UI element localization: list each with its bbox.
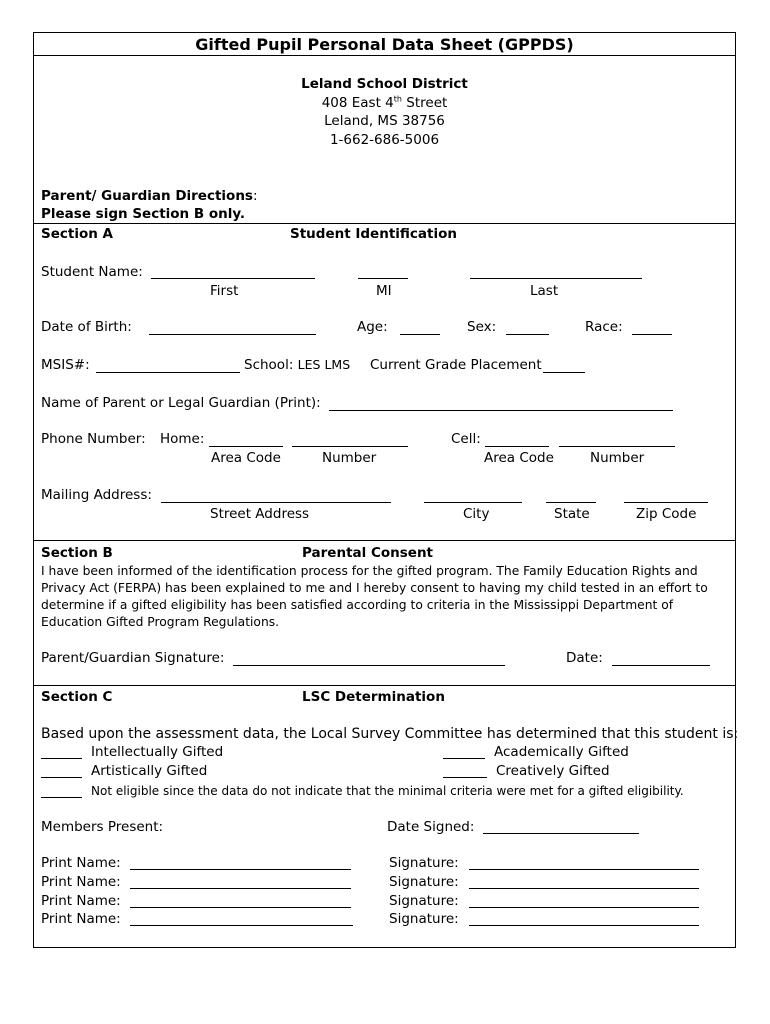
date-signed-label: Date Signed:	[387, 819, 475, 835]
section-c-label: Section C	[41, 689, 113, 705]
print-name-label-1: Print Name:	[41, 855, 121, 871]
guardian-signature-field[interactable]	[233, 665, 505, 666]
directions-instruction: Please sign Section B only.	[41, 206, 246, 222]
signature-field-3[interactable]	[469, 907, 699, 908]
student-first-name-field[interactable]	[151, 278, 315, 279]
zip-caption: Zip Code	[636, 506, 697, 522]
sex-field[interactable]	[506, 334, 549, 335]
guardian-signature-label: Parent/Guardian Signature:	[41, 650, 225, 666]
school-label: School: LES LMS	[244, 357, 351, 373]
gppds-form	[33, 32, 739, 948]
signature-field-4[interactable]	[469, 925, 699, 926]
print-name-label-2: Print Name:	[41, 874, 121, 890]
artistically-gifted-blank[interactable]	[41, 777, 82, 778]
section-b-label: Section B	[41, 545, 113, 561]
date-signed-field[interactable]	[483, 833, 639, 834]
grade-field[interactable]	[543, 372, 585, 373]
race-label: Race:	[585, 319, 623, 335]
cell-number-field[interactable]	[559, 446, 675, 447]
print-name-field-3[interactable]	[130, 907, 351, 908]
first-caption: First	[210, 283, 239, 299]
consent-date-label: Date:	[566, 650, 603, 666]
intellectually-gifted-label: Intellectually Gifted	[91, 744, 224, 760]
city-caption: City	[463, 506, 490, 522]
academically-gifted-label: Academically Gifted	[494, 744, 629, 760]
cell-area-code-field[interactable]	[485, 446, 549, 447]
district-street: 408 East 4th Street	[321, 94, 448, 111]
directions-divider	[34, 223, 735, 224]
phone-label: Phone Number:	[41, 431, 146, 447]
consent-date-field[interactable]	[612, 665, 710, 666]
msis-field[interactable]	[96, 372, 240, 373]
print-name-field-4[interactable]	[130, 925, 353, 926]
district-city: Leland, MS 38756	[324, 113, 445, 129]
print-name-field-1[interactable]	[130, 869, 351, 870]
not-eligible-label: Not eligible since the data do not indicate that the minimal criteria were met for a gifted eligibility.	[91, 784, 684, 798]
street-address-field[interactable]	[161, 502, 391, 503]
district-name: Leland School District	[301, 76, 468, 92]
mi-caption: MI	[376, 283, 392, 299]
cell-label: Cell:	[451, 431, 481, 447]
state-caption: State	[554, 506, 590, 522]
student-last-name-field[interactable]	[470, 278, 642, 279]
student-name-label: Student Name:	[41, 264, 143, 280]
section-b-divider	[34, 685, 735, 686]
home-label: Home:	[160, 431, 205, 447]
artistically-gifted-label: Artistically Gifted	[91, 763, 208, 779]
directions-label: Parent/ Guardian Directions:	[41, 188, 258, 204]
dob-label: Date of Birth:	[41, 319, 132, 335]
home-number-caption: Number	[322, 450, 377, 466]
academically-gifted-blank[interactable]	[443, 758, 485, 759]
section-a-heading: Student Identification	[290, 226, 457, 242]
form-title: Gifted Pupil Personal Data Sheet (GPPDS)	[195, 35, 574, 54]
guardian-name-label: Name of Parent or Legal Guardian (Print):	[41, 395, 321, 411]
dob-field[interactable]	[149, 334, 316, 335]
mailing-address-label: Mailing Address:	[41, 487, 152, 503]
cell-number-caption: Number	[590, 450, 645, 466]
zip-field[interactable]	[624, 502, 708, 503]
section-b-heading: Parental Consent	[302, 545, 434, 561]
home-number-field[interactable]	[292, 446, 408, 447]
guardian-name-field[interactable]	[329, 410, 673, 411]
sex-label: Sex:	[467, 319, 497, 335]
print-name-field-2[interactable]	[130, 888, 351, 889]
signature-label-2: Signature:	[389, 874, 459, 890]
school-options[interactable]: LES LMS	[297, 357, 351, 372]
section-a-label: Section A	[41, 226, 113, 242]
creatively-gifted-blank[interactable]	[443, 777, 487, 778]
age-label: Age:	[357, 319, 388, 335]
home-area-code-caption: Area Code	[211, 450, 281, 466]
home-area-code-field[interactable]	[209, 446, 283, 447]
print-name-label-3: Print Name:	[41, 893, 121, 909]
print-name-label-4: Print Name:	[41, 911, 121, 927]
msis-label: MSIS#:	[41, 357, 90, 373]
lsc-intro: Based upon the assessment data, the Local Survey Committee has determined that this student is:	[41, 726, 739, 742]
street-caption: Street Address	[210, 506, 310, 522]
last-caption: Last	[530, 283, 559, 299]
grade-label: Current Grade Placement	[370, 357, 542, 373]
consent-paragraph: I have been informed of the identification process for the gifted program. The Family Education Rights and Privacy Act (FERPA) has been explained to me and I hereby consent to having my child tested in an effort to determine if a gifted eligibility has been satisfied according to criteria in the Mississippi Department of Education Gifted Program Regulations.	[41, 564, 708, 629]
signature-label-1: Signature:	[389, 855, 459, 871]
student-mi-field[interactable]	[358, 278, 408, 279]
district-phone: 1-662-686-5006	[329, 132, 440, 148]
creatively-gifted-label: Creatively Gifted	[496, 763, 610, 779]
signature-field-1[interactable]	[469, 869, 699, 870]
not-eligible-blank[interactable]	[41, 797, 82, 798]
members-present-label: Members Present:	[41, 819, 164, 835]
title-divider	[34, 55, 735, 56]
signature-label-3: Signature:	[389, 893, 459, 909]
signature-label-4: Signature:	[389, 911, 459, 927]
state-field[interactable]	[546, 502, 596, 503]
age-field[interactable]	[400, 334, 440, 335]
city-field[interactable]	[424, 502, 522, 503]
cell-area-code-caption: Area Code	[484, 450, 554, 466]
section-a-divider	[34, 540, 735, 541]
race-field[interactable]	[632, 334, 672, 335]
signature-field-2[interactable]	[469, 888, 699, 889]
section-c-heading: LSC Determination	[302, 689, 445, 705]
intellectually-gifted-blank[interactable]	[41, 758, 82, 759]
